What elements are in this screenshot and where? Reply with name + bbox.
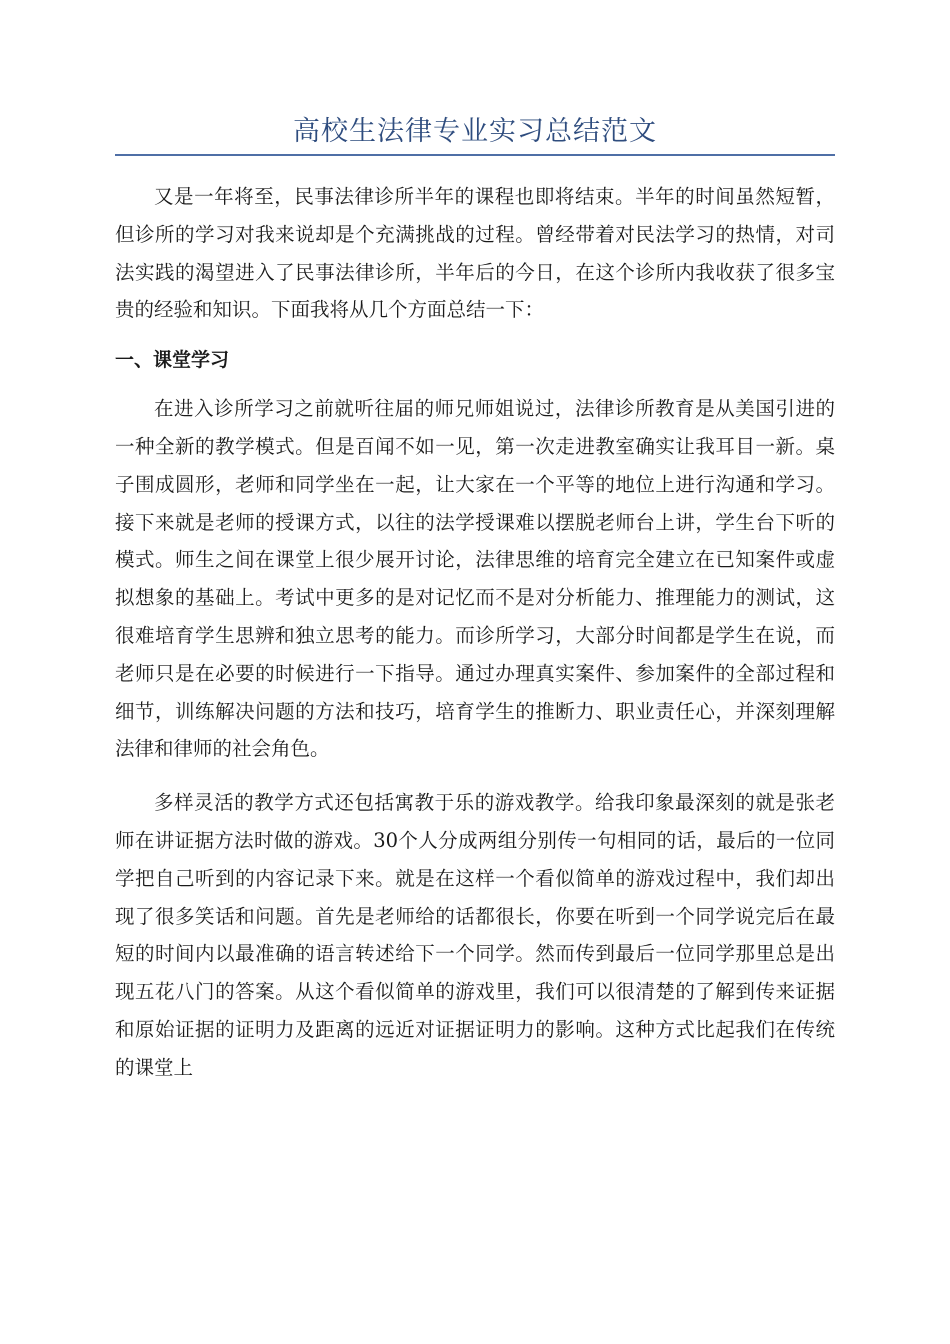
section-heading-classroom-learning: 一、课堂学习 — [115, 349, 230, 372]
intro-paragraph: 又是一年将至，民事法律诊所半年的课程也即将结束。半年的时间虽然短暂，但诊所的学习对我来说却是个充满挑战的过程。曾经带着对民法学习的热情，对司法实践的渴望进入了民事法律诊所，半年后的今日，在这个诊所内我收获了很多宝贵的经验和知识。下面我将从几个方面总结一下： — [115, 185, 835, 322]
document-body — [115, 112, 835, 1087]
body-paragraph-2: 多样灵活的教学方式还包括寓教于乐的游戏教学。给我印象最深刻的就是张老师在讲证据方法时做的游戏。30个人分成两组分别传一句相同的话，最后的一位同学把自己听到的内容记录下来。就是在这样一个看似简单的游戏过程中，我们却出现了很多笑话和问题。首先是老师给的话都很长，你要在听到一个同学说完后在最短的时间内以最准确的语言转述给下一个同学。然而传到最后一位同学那里总是出现五花八门的答案。从这个看似简单的游戏里，我们可以很清楚的了解到传来证据和原始证据的证明力及距离的远近对证据证明力的影响。这种方式比起我们在传统的课堂上 — [115, 791, 835, 1079]
body-paragraph-1: 在进入诊所学习之前就听往届的师兄师姐说过，法律诊所教育是从美国引进的一种全新的教学模式。但是百闻不如一见，第一次走进教室确实让我耳目一新。桌子围成圆形，老师和同学坐在一起，让大家在一个平等的地位上进行沟通和学习。接下来就是老师的授课方式，以往的法学授课难以摆脱老师台上讲，学生台下听的模式。师生之间在课堂上很少展开讨论，法律思维的培育完全建立在已知案件或虚拟想象的基础上。考试中更多的是对记忆而不是对分析能力、推理能力的测试，这很难培育学生思辨和独立思考的能力。而诊所学习，大部分时间都是学生在说，而老师只是在必要的时候进行一下指导。通过办理真实案件、参加案件的全部过程和细节，训练解决问题的方法和技巧，培育学生的推断力、职业责任心，并深刻理解法律和律师的社会角色。 — [115, 397, 835, 761]
title-underline — [115, 154, 835, 156]
document-title: 高校生法律专业实习总结范文 — [293, 116, 657, 147]
